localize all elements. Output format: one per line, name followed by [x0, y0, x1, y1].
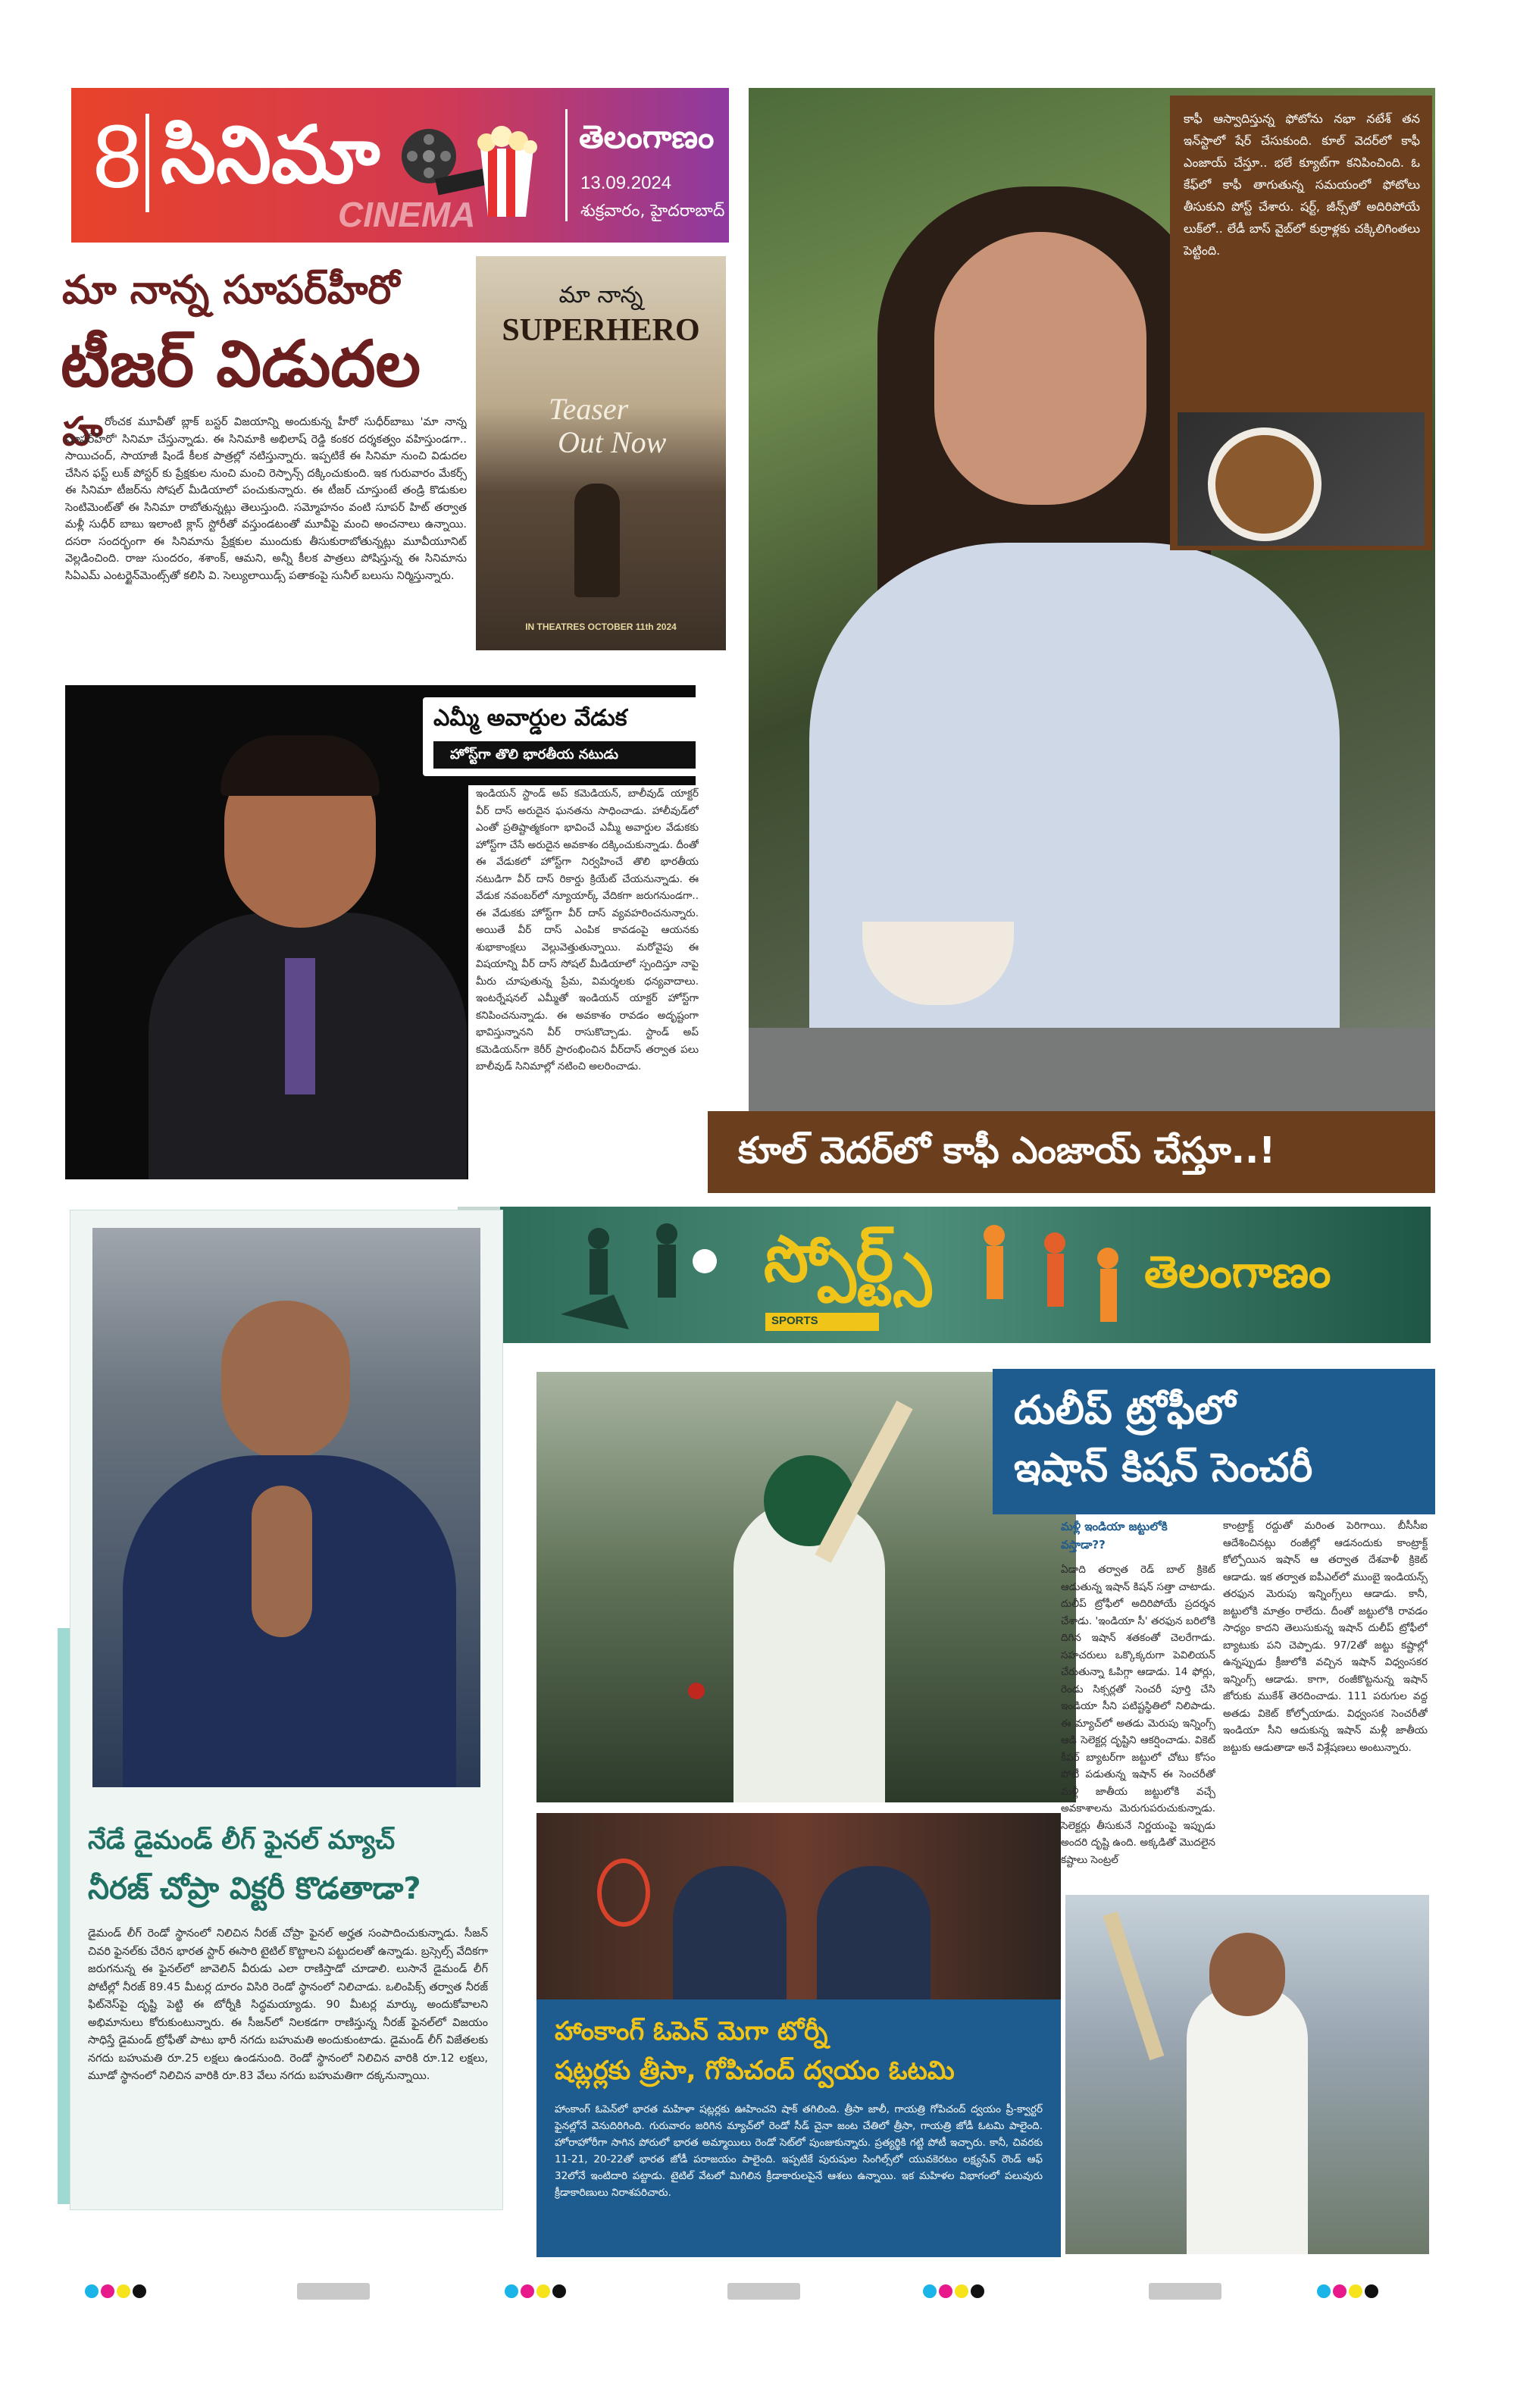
registration-dots-right: [1317, 2284, 1381, 2301]
cinema-header-banner: [71, 88, 729, 243]
neeraj-body: డైమండ్ లీగ్ రెండో స్థానంలో నిలిచిన నీరజ్ చోప్రా ఫైనల్ అర్హత సంపాదించుకున్నాడు. సీజన్ చివరి ఫైనల్‌కు చేరిన భారత స్టార్ ఈసారి టైటిల్ కొట్టాలని పట్టుదలతో ఉన్నాడు. బ్రస్సెల్స్ వేదికగా జరుగనున్న ఈ ఫైనల్‌లో జావెలిన్ వీరుడు ఎలా రాణిస్తాడో చూడాలి. లుసానే డైమండ్ లీగ్ పోటీల్లో నీరజ్ 89.45 మీటర్ల దూరం విసిరి రెండో స్థానంలో నిలిచాడు. ఒలింపిక్స్ తర్వాత నీరజ్ ఫిట్‌నెస్‌పై దృష్టి పెట్టి ఈ టోర్నీకి సిద్ధమయ్యాడు. 90 మీటర్ల మార్కు అందుకోవాలని అభిమానులు కోరుకుంటున్నారు. ఈ సీజన్‌లో నిలకడగా రాణిస్తున్న నీరజ్ ఫైనల్‌లో విజయం సాధిస్తే డైమండ్ ట్రోఫీతో పాటు భారీ నగదు బహుమతి అందుకుంటాడు. డైమండ్ లీగ్ విజేతలకు నగదు బహుమతి రూ.25 లక్షలు ఉండనుంది. రెండో స్థానంలో నిలిచిన వారికి రూ.12 లక్షలు, మూడో స్థానంలో నిలిచిన వారికి రూ.83 వేలు నగదు బహుమతిగా దక్కనున్నాయి.: [88, 1927, 488, 2082]
shirt-shape: [809, 543, 1340, 1073]
neeraj-headline-line1: నేడే డైమండ్ లీగ్ ఫైనల్ మ్యాచ్: [88, 1825, 396, 1855]
emmy-subhead: హోస్ట్‌గా తొలి భారతీయ నటుడు: [450, 747, 619, 762]
poster-figure-man: [574, 484, 620, 597]
yellow-dot: [1349, 2284, 1362, 2298]
hair-shape-man: [221, 735, 380, 796]
registration-dots-mid-left: [505, 2284, 568, 2301]
sports-header-band: [500, 1207, 1431, 1343]
issue-date: 13.09.2024: [580, 173, 672, 193]
cyan-dot: [923, 2284, 937, 2298]
emmy-headline-box: [423, 697, 703, 776]
magenta-dot: [521, 2284, 534, 2298]
poster-title-telugu: మా నాన్న: [558, 282, 643, 308]
neeraj-photo: [92, 1228, 480, 1787]
coffee-caption: కాఫీ ఆస్వాదిస్తున్న ఫోటోను నభా నటేశ్ తన ఇన్‌స్టాలో షేర్ చేసుకుంది. కూల్ వెదర్‌లో కాఫీ ఎంజాయ్ చేస్తూ.. భలే క్యూట్‌గా కనిపించింది. ఓ కేఫ్‌లో కాఫీ తాగుతున్న సమయంలో ఫోటోలు తీసుకుని పోస్ట్ చేశారు. షర్ట్, జీన్స్‌తో అదిరిపోయే లుక్‌లో.. లేడీ బాస్ వైబ్‌లో కుర్రాళ్లకు చక్కిలిగింతలు పెట్టింది.: [1184, 111, 1420, 258]
brand-name: తెలంగాణం: [579, 118, 715, 155]
emmy-headline: ఎమ్మీ అవార్డుల వేడుక: [433, 705, 627, 731]
poster-outnow-word: Out Now: [558, 425, 667, 459]
cyan-dot: [85, 2284, 99, 2298]
ishan-body-col2: కాంట్రాక్ట్ రద్దుతో మరింత పెరిగాయి. బీసీసీఐ ఆదేశించినట్లు రంజీల్లో ఆడనందుకు కాంట్రాక్ట్ కోల్పోయిన ఇషాన్ ఆ తర్వాత దేశవాళీ క్రికెట్ ఆడాడు. ఇక తర్వాత ఐపీఎల్‌లో ముంబై ఇండియన్స్ తరఫున మెరుపు ఇన్నింగ్స్‌లు ఆడాడు. కానీ, జట్టులోకి మాత్రం రాలేదు. దీంతో జట్టులోకి రావడం సాధ్యం కాదని తెలుసుకున్న ఇషాన్ దులీప్ ట్రోఫీలో బ్యాటుకు పని చెప్పాడు. 97/2తో జట్టు కష్టాల్లో ఉన్నప్పుడు క్రీజులోకి వచ్చిన ఇషాన్ విధ్వంసకర ఇన్నింగ్స్ ఆడాడు. కాగా, రంజీకొట్టనున్న ఇషాన్ జోరుకు ముకేశ్ తెరదించాడు. 111 పరుగుల వద్ద అతడు వికెట్ కోల్పోయాడు. విధ్వంసక సెంచరీతో ఇండియా సీని ఆదుకున్న ఇషాన్ మళ్లీ జాతీయ జట్టుకు ఆడుతాడా అనే విశ్లేషణలు అంటున్నారు.: [1223, 1520, 1428, 1754]
athlete-silhouettes-icon: [546, 1216, 735, 1337]
magenta-dot: [101, 2284, 114, 2298]
neeraj-headline-line2: నీరజ్ చోప్రా విక్టరీ కొడతాడా?: [88, 1871, 421, 1906]
face-shape: [934, 232, 1146, 505]
player-one: [673, 1866, 787, 1999]
coffee-headline-box: [708, 1111, 1435, 1193]
movie-poster: [476, 256, 726, 650]
registration-bar-3: [1149, 2283, 1221, 2300]
ishan-body-col1: ఏడాది తర్వాత రెడ్ బాల్ క్రికెట్ ఆడుతున్న ఇషాన్ కిషన్ సత్తా చాటాడు. దులీప్ ట్రోఫీలో అదిరిపోయే ప్రదర్శన చేశాడు. 'ఇండియా సీ' తరఫున బరిలోకి దిగిన ఇషాన్ శతకంతో చెలరేగాడు. సహచరులు ఒక్కొక్కరుగా పెవిలియన్ చేరుతున్నా ఓపిగ్గా ఆడాడు. 14 ఫోర్లు, రెండు సిక్సర్లతో సెంచరీ పూర్తి చేసి ఇండియా సీని పటిష్టస్థితిలో నిలిపాడు. ఈ మ్యాచ్‌లో అతడు మెరుపు ఇన్నింగ్స్ ఆడి సెలెక్టర్ల దృష్టిని ఆకర్షించాడు. వికెట్ కీపర్ బ్యాటర్‌గా జట్టులో చోటు కోసం పోటీ పడుతున్న ఇషాన్ ఈ సెంచరీతో మళ్లీ జాతీయ జట్టులోకి వచ్చే అవకాశాలను మెరుగుపరుచుకున్నాడు. సెలెక్టర్లు తీసుకునే నిర్ణయంపై ఇప్పుడు అందరి దృష్టి ఉంది. అక్కడితో మొదలైన కష్టాలు సెంట్రల్: [1061, 1564, 1215, 1866]
player-two: [817, 1866, 931, 1999]
badminton-photo: [536, 1813, 1061, 1999]
sports-title: స్పోర్ట్స్: [764, 1222, 932, 1296]
latte-art-photo: [1178, 412, 1425, 546]
teaser-kicker: మా నాన్న సూపర్‌హీరో: [62, 268, 400, 313]
cyan-dot: [1317, 2284, 1331, 2298]
registration-bar-1: [297, 2283, 370, 2300]
magenta-dot: [939, 2284, 952, 2298]
sports-brand-name: తెలంగాణం: [1144, 1246, 1331, 1298]
section-title: సినిమా: [161, 108, 380, 201]
badminton-headline-line2: షట్లర్లకు త్రీసా, గోపిచంద్ ద్వయం ఓటమి: [555, 2056, 955, 2086]
black-dot: [552, 2284, 566, 2298]
sports-label: SPORTS: [771, 1314, 818, 1327]
tie-shape: [285, 958, 315, 1094]
yellow-dot: [117, 2284, 130, 2298]
cricket-ball: [688, 1683, 705, 1699]
raised-bat: [1103, 1912, 1165, 2060]
sports-label-bar: [765, 1313, 879, 1331]
poster-release-date: IN THEATRES OCTOBER 11th 2024: [525, 622, 677, 632]
badminton-panel: [536, 1999, 1061, 2257]
popcorn-film-icon: [389, 103, 549, 224]
yellow-dot: [955, 2284, 968, 2298]
page-number: 8: [92, 107, 142, 207]
registration-dots-mid-right: [923, 2284, 987, 2301]
emmy-subhead-bar: [433, 741, 696, 769]
header-vertical-divider: [565, 109, 568, 221]
yellow-dot: [536, 2284, 550, 2298]
ishan-celebration-photo: [1065, 1895, 1429, 2254]
cyan-dot: [505, 2284, 518, 2298]
latte-cup: [1208, 427, 1322, 541]
teaser-body: రోంచక మూవీతో బ్లాక్ బస్టర్ విజయాన్ని అందుకున్న హీరో సుధీర్‌బాబు 'మా నాన్న సూపర్‌హీరో' సినిమా చేస్తున్నాడు. ఈ సినిమాకి అభిలాష్ రెడ్డి కంకర దర్శకత్వం వహిస్తుండగా.. సాయిచంద్, సాయాజీ షిండే కీలక పాత్రల్లో నటిస్తున్నారు. ఇప్పటికే ఈ సినిమా నుంచి విడుదల చేసిన ఫస్ట్ లుక్ పోస్టర్ కు ప్రేక్షకుల నుంచి మంచి రెస్పాన్స్ దక్కించుకుంది. ఇక గురువారం మేకర్స్ ఈ సినిమా టీజర్‌ను సోషల్ మీడియాలో పంచుకున్నారు. ఈ టీజర్ చూస్తుంటే తండ్రి కొడుకుల సెంటిమెంట్‌తో ఈ సినిమా రాబోతున్నట్లు తెలుస్తుంది. సమ్మోహనం వంటి సూపర్ హిట్ తర్వాత మళ్లీ సుధీర్ బాబు ఇలాంటి క్లాస్ స్టోరీతో వస్తుండటంతో మూవీపై మంచి అంచనాలు ఉన్నాయి. దసరా సందర్భంగా ఈ సినిమాను ప్రేక్షకుల ముందుకు తీసుకురాబోతున్నట్లు మూవీయూనిట్ వెల్లడించింది. రాజు సుందరం, శశాంక్, ఆమని, అన్నీ కీలక పాత్రలు పోషిస్తున్న ఈ సినిమాను సిఏఎమ్ ఎంటర్టైన్‌మెంట్స్‌తో కలిసి వి. సెల్యులాయిడ్స్ పతాకంపై సునీల్ బలుసు నిర్మిస్తున్నారు.: [65, 416, 467, 582]
coffee-headline: కూల్ వెదర్‌లో కాఫీ ఎంజాయ్ చేస్తూ..!: [738, 1129, 1276, 1172]
black-dot: [133, 2284, 146, 2298]
player-head: [1209, 1933, 1285, 2016]
section-subtitle: CINEMA: [338, 195, 476, 234]
players-illustration-icon: [964, 1213, 1138, 1342]
coffee-caption-box: [1170, 96, 1432, 550]
neeraj-hands: [252, 1486, 312, 1637]
badminton-body: హాంకాంగ్ ఓపెన్‌లో భారత మహిళా షట్లర్లకు ఊహించని షాక్ తగిలింది. త్రీసా జాలీ, గాయత్రి గోపిచంద్ ద్వయం ప్రీ-క్వార్టర్ ఫైనల్లోనే వెనుదిరిగింది. గురువారం జరిగిన మ్యాచ్‌లో రెండో సీడ్ చైనా జంట చేతిలో త్రీసా, గాయత్రి జోడీ ఓటమి పాలైంది. హోరాహోరీగా సాగిన పోరులో భారత అమ్మాయిలు రెండో సెట్‌లో పుంజుకున్నారు. ప్రత్యర్థికి గట్టి పోటీ ఇచ్చారు. కానీ, చివరకు 11-21, 20-22తో భారత జోడీ పరాజయం పాలైంది. ఇప్పటికే పురుషుల సింగిల్స్‌లో యువకెరటం లక్ష్యసేన్ రౌండ్ ఆఫ్ 32లోనే ఇంటిదారి పట్టాడు. టైటిల్ వేటలో మిగిలిన క్రీడాకారులపైనే ఆశలు ఉన్నాయి. ఇక మహిళల విభాగంలో పలువురు క్రీడాకారిణులు నిరాశపరిచారు.: [555, 2103, 1043, 2199]
black-dot: [971, 2284, 984, 2298]
neeraj-head: [221, 1301, 350, 1460]
emmy-body: ఇండియన్ స్టాండ్ అప్ కమెడియన్, బాలీవుడ్ యాక్టర్ వీర్ దాస్ అరుదైన ఘనతను సాధించాడు. హాలీవుడ్‌లో ఎంతో ప్రతిష్టాత్మకంగా భావించే ఎమ్మీ అవార్డుల వేడుకకు హోస్ట్‌గా చేసే అరుదైన అవకాశం దక్కించుకున్నాడు. దీంతో ఈ వేడుకలో హోస్ట్‌గా నిర్వహించే తొలి భారతీయ నటుడిగా వీర్ దాస్ రికార్డు క్రియేట్ చేయనున్నాడు. ఈ వేడుక నవంబర్‌లో న్యూయార్క్ వేదికగా జరుగనుండగా.. ఈ వేడుకకు హోస్ట్‌గా వీర్ దాస్ వ్యవహరించనున్నారు. అయితే వీర్ దాస్ ఎంపిక కావడంపై ఆయనకు శుభాకాంక్షలు వెల్లువెత్తుతున్నాయి. మరోవైపు ఈ విషయాన్ని వీర్ దాస్ సోషల్ మీడియాలో స్పందిస్తూ నాపై మీరు చూపుతున్న ప్రేమ, విమర్శలకు ధన్యవాదాలు. ఇంటర్నేషనల్ ఎమ్మీతో ఇండియన్ యాక్టర్ హోస్ట్‌గా కనిపించనున్నాడు. ఈ అవకాశం రావడం అదృష్టంగా భావిస్తున్నానని వీర్ రాసుకొచ్చాడు. స్టాండ్ అప్ కమెడియన్‌గా కెరీర్ ప్రారంభించిన వీర్‌దాస్ తర్వాత పలు బాలీవుడ్ సినిమాల్లో నటించి అలరించాడు.: [476, 788, 699, 1072]
registration-dots-left: [85, 2284, 149, 2301]
teaser-drop-cap: హ: [62, 409, 103, 455]
registration-bar-2: [727, 2283, 800, 2300]
magenta-dot: [1333, 2284, 1347, 2298]
black-dot: [1365, 2284, 1378, 2298]
badminton-headline-line1: హాంకాంగ్ ఓపెన్ మెగా టోర్నీ: [555, 2016, 828, 2046]
poster-teaser-word: Teaser: [549, 392, 629, 426]
emmy-body-panel: [468, 785, 706, 1191]
teaser-headline: టీజర్ విడుదల: [61, 327, 421, 401]
ishan-subhead: మళ్లీ ఇండియా జట్టులోకి వస్తాడా??: [1061, 1520, 1168, 1552]
poster-title-english: SUPERHERO: [502, 313, 700, 348]
ishan-headline-line2: ఇషాన్ కిషన్ సెంచరీ: [1014, 1445, 1313, 1491]
ishan-headline-line1: దులీప్ ట్రోఫీలో: [1014, 1388, 1236, 1433]
issue-day-place: శుక్రవారం, హైదరాబాద్: [580, 202, 725, 221]
ishan-headline-box: [993, 1369, 1435, 1514]
page-number-divider: [145, 114, 149, 212]
player-body: [1187, 1986, 1308, 2254]
racket-shape: [597, 1858, 650, 1927]
